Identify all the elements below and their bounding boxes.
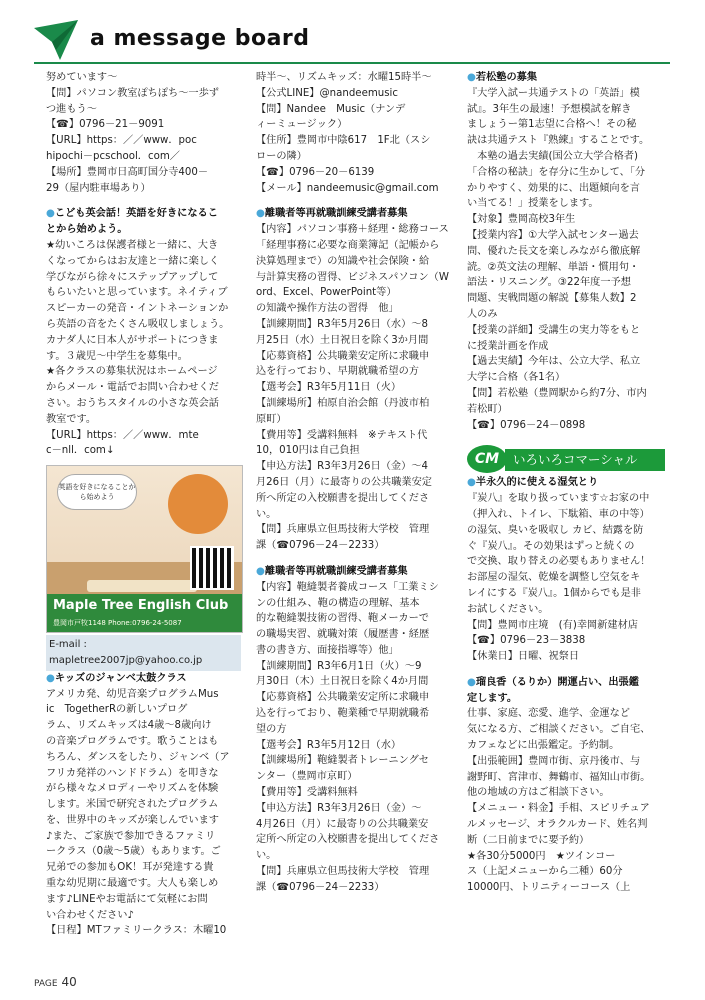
text-line: 原町） (256, 413, 287, 425)
bullet-dot-icon: ● (467, 72, 476, 83)
text-line: 【過去実績】今年は、公立大学、私立 (467, 356, 641, 368)
heading-text: 離職者等再就職訓練受講者募集 (264, 208, 408, 220)
text-line: 込を行っており、鞄業種で早期就職希 (256, 708, 430, 720)
text-line: （押入れ、トイレ、下駄箱、車の中等） (467, 508, 650, 520)
text-line: 4月26日（月）に最寄りの公共職業安 (256, 818, 429, 830)
col3-body-2 (467, 491, 667, 665)
page-footer (34, 975, 77, 989)
text-line: ましょうー第1志望に合格へ！その秘 (467, 119, 637, 131)
text-line: 29（屋内駐車場あり） (46, 182, 151, 194)
text-line: 他の地域の方はご相談下さい。 (467, 787, 610, 799)
section-heading (467, 675, 667, 691)
text-line: 【公式LINE】@nandeemusic (256, 87, 398, 99)
ad-bubble: 英語を好きになることから始めよう (57, 474, 137, 510)
text-line: ス（上記メニューから二種）60分 (467, 866, 623, 878)
text-line: 【☎】0796－24－0898 (467, 419, 586, 431)
text-line: ンの仕組み、鞄の構造の理解、基本 (256, 597, 420, 609)
text-line: ィーミュージック） (256, 119, 348, 131)
column-1 (46, 70, 246, 939)
bullet-dot-icon: ● (256, 208, 265, 220)
text-line: ルメッセージ、オラクルカード、姓名判 (467, 819, 648, 831)
text-line: 【選考会】R3年5月11日（火） (256, 382, 402, 394)
text-line: 与計算実務の習得、ビジネスパソコン（W (256, 271, 449, 283)
text-line: かりやすく、効果的に、出題傾向を言 (467, 182, 640, 194)
text-line: 【メール】nandeemusic@gmail.com (256, 182, 439, 194)
text-line: 『炭八』を取り扱っています☆お家の中 (467, 493, 650, 505)
text-line: 大学に合格（各1名） (467, 372, 566, 384)
text-line: 望の方 (256, 723, 287, 735)
text-line: 問、優れた長文を楽しみながら徹底解 (467, 245, 641, 257)
text-line: 本塾の過去実績(国公立大学合格者) (467, 150, 638, 162)
text-line: くなってからはお友達と一緒に楽しく (46, 255, 220, 267)
text-line: 【費用等】受講料無料 (256, 787, 358, 799)
text-line: 所へ所定の入校願書を提出してくださ (256, 492, 430, 504)
text-line: 問題、実戦問題の解説【募集人数】2 (467, 293, 637, 305)
text-line: 断（二日前までに要予約） (467, 834, 590, 846)
text-line: 【訓練期間】R3年6月1日（火）～9 (256, 660, 422, 672)
text-line: す。３歳児～中学生を募集中。 (46, 350, 188, 362)
text-line: 【訓練期間】R3年5月26日（水）～8 (256, 318, 428, 330)
text-line: もらいたいと思っています。ネイティブ (46, 287, 228, 299)
text-line: 若松町） (467, 403, 508, 415)
text-line: 【URL】https：／／www．poc (46, 135, 197, 147)
text-line: 「合格の秘訣」を存分に生かして、「分 (467, 166, 646, 178)
text-line: 学びながら徐々にステップアップして (46, 271, 219, 283)
text-line: がら様々なメロディーやリズムを体験 (46, 783, 219, 795)
text-line: 試』。3年生の最速！予想模試を解き (467, 103, 632, 115)
text-line: 仕事、家庭、恋愛、進学、金運など (467, 708, 630, 720)
text-line: ★幼いころは保護者様と一緒に、大き (46, 239, 219, 251)
text-line: 【場所】豊岡市日高町国分寺400－ (46, 166, 209, 178)
text-line: 【出張範囲】豊岡市街、京丹後市、与 (467, 755, 641, 767)
text-line: 【費用等】受講料無料 ※テキスト代 (256, 429, 428, 441)
text-line: 訣は共通テスト『熟練』することです。 (467, 135, 650, 147)
text-line: 【授業の詳細】受講生の実力等をもと (467, 324, 641, 336)
cm-label: いろいろコマーシャル (505, 449, 665, 471)
text-line: フリカ発祥のハンドドラム）を叩きな (46, 767, 219, 779)
text-line: の知識や操作方法の習得 他」 (256, 303, 399, 315)
text-line: 【選考会】R3年5月12日（水） (256, 739, 402, 751)
ad-banner (47, 594, 242, 632)
section-heading (256, 564, 456, 580)
text-line: 【訓練場所】柏原自治会館（丹波市柏 (256, 397, 430, 409)
heading-text: 離職者等再就職訓練受講者募集 (264, 565, 408, 577)
bullet-dot-icon: ● (467, 676, 476, 688)
text-line: で交換、取り替えの必要もありません！ (467, 556, 651, 568)
text-line: 【問】兵庫県立但馬技術大学校 管理 (256, 524, 430, 536)
text-line: 【内容】鞄縫製者養成コース「工業ミシ (256, 581, 439, 593)
text-line: 定所へ所定の入校願書を提出してくださ (256, 834, 440, 846)
text-line: ★各30分5000円 ★ツインコー (467, 850, 616, 862)
text-line: に授業計画を作成 (467, 340, 549, 352)
text-line: ぐ『炭八』。その効果はずっと続くの (467, 540, 635, 552)
maple-tree-ad-image (46, 465, 243, 633)
text-line: 【☎】0796－21－9091 (46, 119, 165, 131)
text-line: 【授業内容】①大学入試センター過去 (467, 229, 639, 241)
text-line: い当てる！」授業をします。 (467, 198, 599, 210)
col1-body-1 (46, 238, 246, 459)
text-line: 兄弟での参加もOK！耳が発達する貴 (46, 862, 214, 874)
text-line: 語法・リスニング。③22年度一予想 (467, 277, 631, 289)
text-line: 10，010円は自己負担 (256, 445, 360, 457)
text-line: 【URL】https：／／www．mte (46, 429, 199, 441)
bullet-dot-icon: ● (46, 672, 55, 684)
text-line: 的な鞄縫製技術の習得、鞄メーカーで (256, 613, 429, 625)
text-line: 課（☎0796－24－2233） (256, 881, 385, 893)
text-line: 人のみ (467, 308, 498, 320)
text-line: 【内容】パソコン事務＋経理・総務コース (256, 224, 449, 236)
page-title: a message board (90, 26, 310, 51)
bullet-dot-icon: ● (467, 477, 476, 489)
text-line: 【問】パソコン教室ぽちぽち～一歩ず (46, 87, 219, 99)
text-line: の湿気、臭いを吸収し カビ、結露を防 (467, 524, 644, 536)
text-line: 時半～、リズムキッズ：水曜15時半～ (256, 72, 432, 83)
section-heading (256, 206, 456, 222)
text-line: カナダ人に日本人がサポートにつきま (46, 334, 219, 346)
text-line: 【申込方法】R3年3月26日（金）～4 (256, 461, 428, 473)
section-heading-cont: 定します。 (467, 692, 518, 704)
text-line: 教室です。 (46, 413, 97, 425)
text-line: 込を行っており、早期就職希望の方 (256, 366, 419, 378)
text-line: hipochi－pcschool．com／ (46, 150, 180, 162)
text-line: 【訓練場所】鞄縫製者トレーニングセ (256, 755, 429, 767)
header-rule (34, 62, 670, 64)
text-line: ンター（豊岡市京町） (256, 771, 358, 783)
section-heading (467, 475, 667, 491)
ad-name: Maple Tree English Club (53, 598, 229, 614)
heading-text: 瑠良香（るりか）開運占い、出張鑑 (475, 676, 639, 688)
text-line: 【メニュー・料金】手相、スピリチュア (467, 803, 650, 815)
section-heading (46, 671, 246, 687)
text-line: 「経理事務に必要な商業簿記（記帳から (256, 239, 440, 251)
heading-text: 半永久的に使える湿気とり (475, 477, 599, 489)
section-heading (467, 70, 667, 86)
text-line: ます♪LINEやお電話にて気軽にお問 (46, 893, 208, 905)
text-line: ラム、リズムキッズは4歳～8歳向け (46, 720, 212, 732)
col2-body-1 (256, 222, 456, 554)
section-heading (46, 206, 246, 222)
text-line: ローの隣） (256, 150, 307, 162)
text-line: 決算処理まで）の知識や社会保険・給 (256, 255, 430, 267)
col1-top-text (46, 70, 246, 196)
text-line: ic TogetherRの新しいプログ (46, 704, 188, 716)
text-line: 【☎】0796－23－3838 (467, 635, 586, 647)
col2-body-2 (256, 580, 456, 896)
text-line: 読。②英文法の理解、単語・慣用句・ (467, 261, 640, 273)
heading-text: 若松塾の募集 (475, 72, 538, 83)
column-2 (256, 70, 456, 896)
text-line: 重な幼児期に最適です。大人も楽しめ (46, 878, 219, 890)
text-line: します。米国で研究されたプログラム (46, 799, 219, 811)
text-line: 【対象】豊岡高校3年生 (467, 214, 576, 226)
text-line: お部屋の湿気、乾燥を調整し空気をキ (467, 572, 641, 584)
text-line: お試しください。 (467, 603, 549, 615)
col2-top-text (256, 70, 456, 196)
text-line: 謝野町、宮津市、舞鶴市、福知山市街。 (467, 771, 651, 783)
text-line: 【問】兵庫県立但馬技術大学校 管理 (256, 866, 430, 878)
text-line: 『大学入試ー共通テストの「英語」模 (467, 87, 640, 99)
col3-body-1 (467, 86, 667, 434)
text-line: ♪また、ご家族で参加できるファミリ (46, 830, 216, 842)
text-line: 【申込方法】R3年3月26日（金）～ (256, 802, 422, 814)
text-line: 月30日（木）土日祝日を除く4か月間 (256, 676, 429, 688)
table-decoration (87, 580, 197, 592)
text-line: 気になる方、ご相談ください。ご自宅、 (467, 724, 651, 736)
text-line: 課（☎0796－24－2233） (256, 540, 385, 552)
bullet-dot-icon: ● (256, 565, 265, 577)
section-heading-cont: とから始めよう。 (46, 224, 128, 236)
text-line: さい。おうちスタイルの小さな英会話 (46, 397, 219, 409)
cm-logo-icon: CM (467, 445, 507, 473)
page-header (0, 0, 705, 66)
text-line: 努めています～ (46, 72, 118, 83)
text-line: 【応募資格】公共職業安定所に求職申 (256, 350, 430, 362)
text-line: c－nll．com↓ (46, 445, 115, 457)
text-line: アメリカ発、幼児音楽プログラムMus (46, 688, 219, 700)
text-line: 【問】Nandee Music（ナンデ (256, 103, 406, 115)
text-line: の音楽プログラムです。歌うことはも (46, 735, 219, 747)
text-line: 【問】豊岡市庄境 (有)幸岡新建材店 (467, 619, 638, 631)
text-line: 【住所】豊岡市中陰617 1F北（スシ (256, 135, 431, 147)
text-line: 【☎】0796－20－6139 (256, 166, 375, 178)
text-line: 【問】若松塾（豊岡駅から約7分、市内 (467, 387, 647, 399)
text-line: ★各クラスの募集状況はホームページ (46, 366, 218, 378)
paper-plane-icon (34, 20, 78, 60)
text-line: 【休業日】日曜、祝祭日 (467, 651, 580, 663)
text-line: 【日程】MTファミリークラス：木曜10 (46, 925, 227, 937)
text-line: ら英語の音をたくさん吸収しましょう。 (46, 318, 230, 330)
tree-decoration (168, 474, 228, 534)
ad-address: 豊岡市戸牧1148 Phone:0796-24-5087 (53, 619, 182, 628)
text-line: 月26日（月）に最寄りの公共職業安定 (256, 476, 432, 488)
text-line: い。 (256, 850, 277, 862)
text-line: を、世界中のキッズが楽しんでいます (46, 814, 219, 826)
text-line: ord、Excel、PowerPoint等） (256, 287, 397, 299)
text-line: つ進もう～ (46, 103, 97, 115)
text-line: 月25日（水）土日祝日を除く3か月間 (256, 334, 429, 346)
text-line: 【応募資格】公共職業安定所に求職申 (256, 692, 430, 704)
text-line: スピーカーの発音・イントネーションか (46, 303, 229, 315)
qr-code-icon (190, 546, 234, 590)
heading-text: キッズのジャンベ太鼓クラス (54, 672, 187, 684)
page-number: 40 (61, 975, 77, 989)
column-3 (467, 70, 667, 896)
text-line: ークラス（0歳～5歳）もあります。ご (46, 846, 221, 858)
ad-email: E-mail : mapletree2007jp@yahoo.co.jp (46, 635, 241, 671)
text-line: い。 (256, 508, 277, 520)
text-line: からメール・電話でお問い合わせくだ (46, 382, 219, 394)
text-line: レイにする『炭八』。1個からでも是非 (467, 587, 641, 599)
text-line: 10000円、トリニティーコース（上 (467, 882, 631, 894)
bullet-dot-icon: ● (46, 208, 55, 220)
col3-body-3 (467, 706, 667, 896)
commercial-banner (467, 445, 667, 475)
heading-text: こども英会話！英語を好きになるこ (54, 208, 218, 220)
text-line: 書の書き方、面接指導等）他」 (256, 644, 399, 656)
text-line: ちろん、ダンスをしたり、ジャンベ（ア (46, 751, 230, 763)
text-line: の職場実習、就職対策（履歴書・経歴 (256, 629, 430, 641)
text-line: い合わせください♪ (46, 909, 135, 921)
col1-body-2 (46, 687, 246, 940)
page-label: PAGE (34, 979, 58, 989)
text-line: カフェなどに出張鑑定。予約制。 (467, 740, 620, 752)
